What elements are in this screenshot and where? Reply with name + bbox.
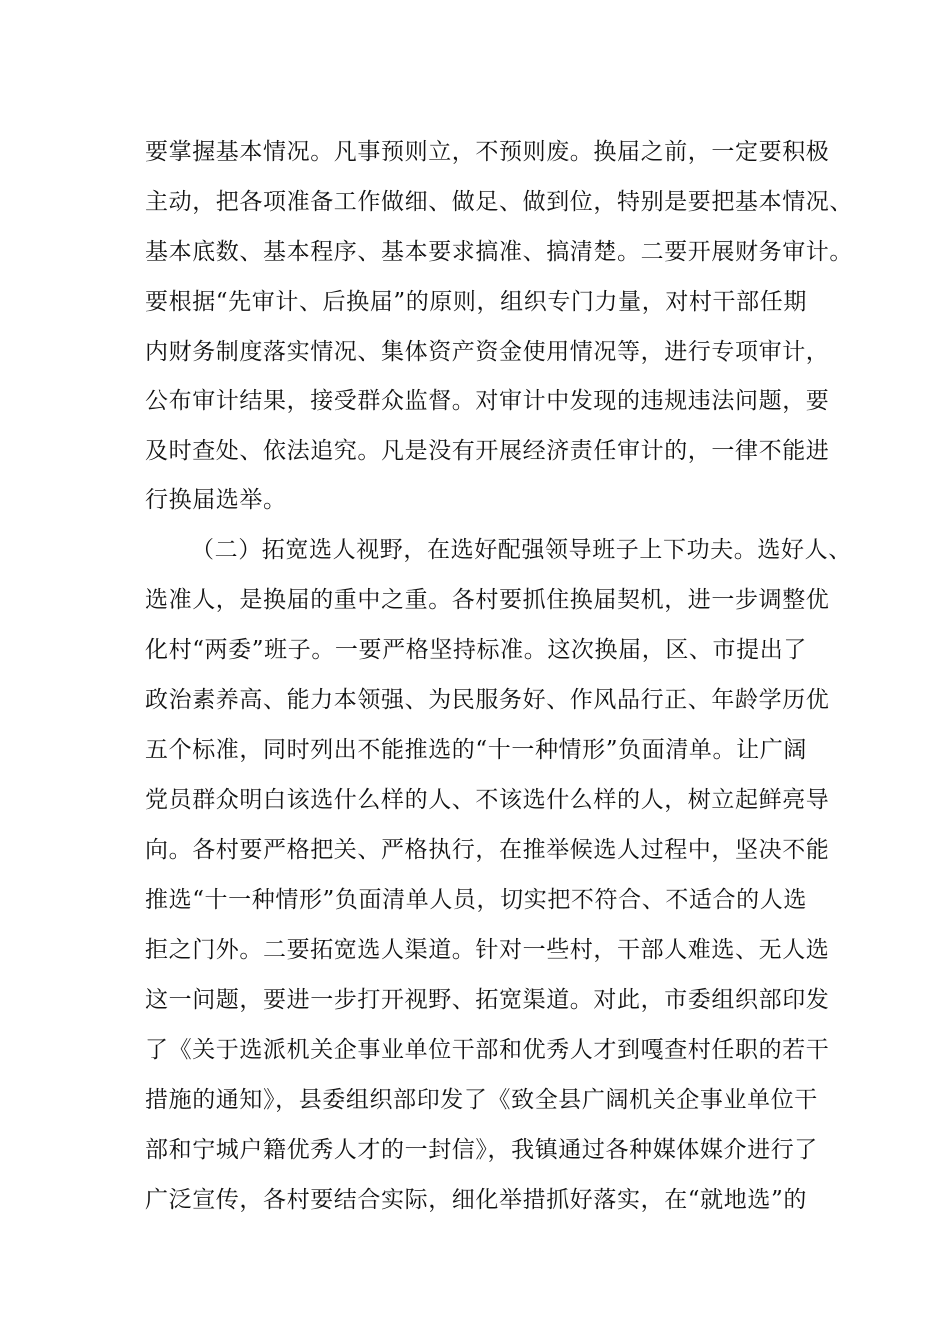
- text-line: 要掌握基本情况。凡事预则立，不预则废。换届之前，一定要积极: [145, 139, 830, 165]
- text-line: 广泛宣传，各村要结合实际，细化举措抓好落实，在“就地选”的: [145, 1187, 807, 1213]
- text-line: 向。各村要严格把关、严格执行，在推举候选人过程中，坚决不能: [145, 837, 830, 863]
- text-line: 化村“两委”班子。一要严格坚持标准。这次换届，区、市提出了: [145, 637, 807, 663]
- text-line: 选准人，是换届的重中之重。各村要抓住换届契机，进一步调整优: [145, 587, 830, 613]
- text-line: 措施的通知》，县委组织部印发了《致全县广阔机关企事业单位干: [145, 1087, 818, 1113]
- text-line: 内财务制度落实情况、集体资产资金使用情况等，进行专项审计，: [145, 339, 830, 365]
- text-line: 推选“十一种情形”负面清单人员，切实把不符合、不适合的人选: [145, 887, 807, 913]
- text-line: 了《关于选派机关企事业单位干部和优秀人才到嘎查村任职的若干: [145, 1037, 830, 1063]
- text-line: 行换届选举。: [145, 487, 287, 513]
- text-line: 这一问题，要进一步打开视野、拓宽渠道。对此，市委组织部印发: [145, 987, 830, 1013]
- text-line: 党员群众明白该选什么样的人、不该选什么样的人，树立起鲜亮导: [145, 787, 830, 813]
- text-line: 主动，把各项准备工作做细、做足、做到位，特别是要把基本情况、: [145, 189, 853, 215]
- text-line: 拒之门外。二要拓宽选人渠道。针对一些村，干部人难选、无人选: [145, 937, 830, 963]
- text-line: 要根据“先审计、后换届”的原则，组织专门力量，对村干部任期: [145, 289, 807, 315]
- paragraph-heading-line: （二）拓宽选人视野，在选好配强领导班子上下功夫。选好人、: [191, 537, 852, 563]
- text-line: 五个标准，同时列出不能推选的“十一种情形”负面清单。让广阔: [145, 737, 807, 763]
- text-line: 及时查处、依法追究。凡是没有开展经济责任审计的，一律不能进: [145, 438, 830, 464]
- text-line: 公布审计结果，接受群众监督。对审计中发现的违规违法问题，要: [145, 388, 830, 414]
- text-line: 政治素养高、能力本领强、为民服务好、作风品行正、年龄学历优: [145, 687, 830, 713]
- text-line: 基本底数、基本程序、基本要求搞准、搞清楚。二要开展财务审计。: [145, 239, 853, 265]
- text-line: 部和宁城户籍优秀人才的一封信》，我镇通过各种媒体媒介进行了: [145, 1137, 818, 1163]
